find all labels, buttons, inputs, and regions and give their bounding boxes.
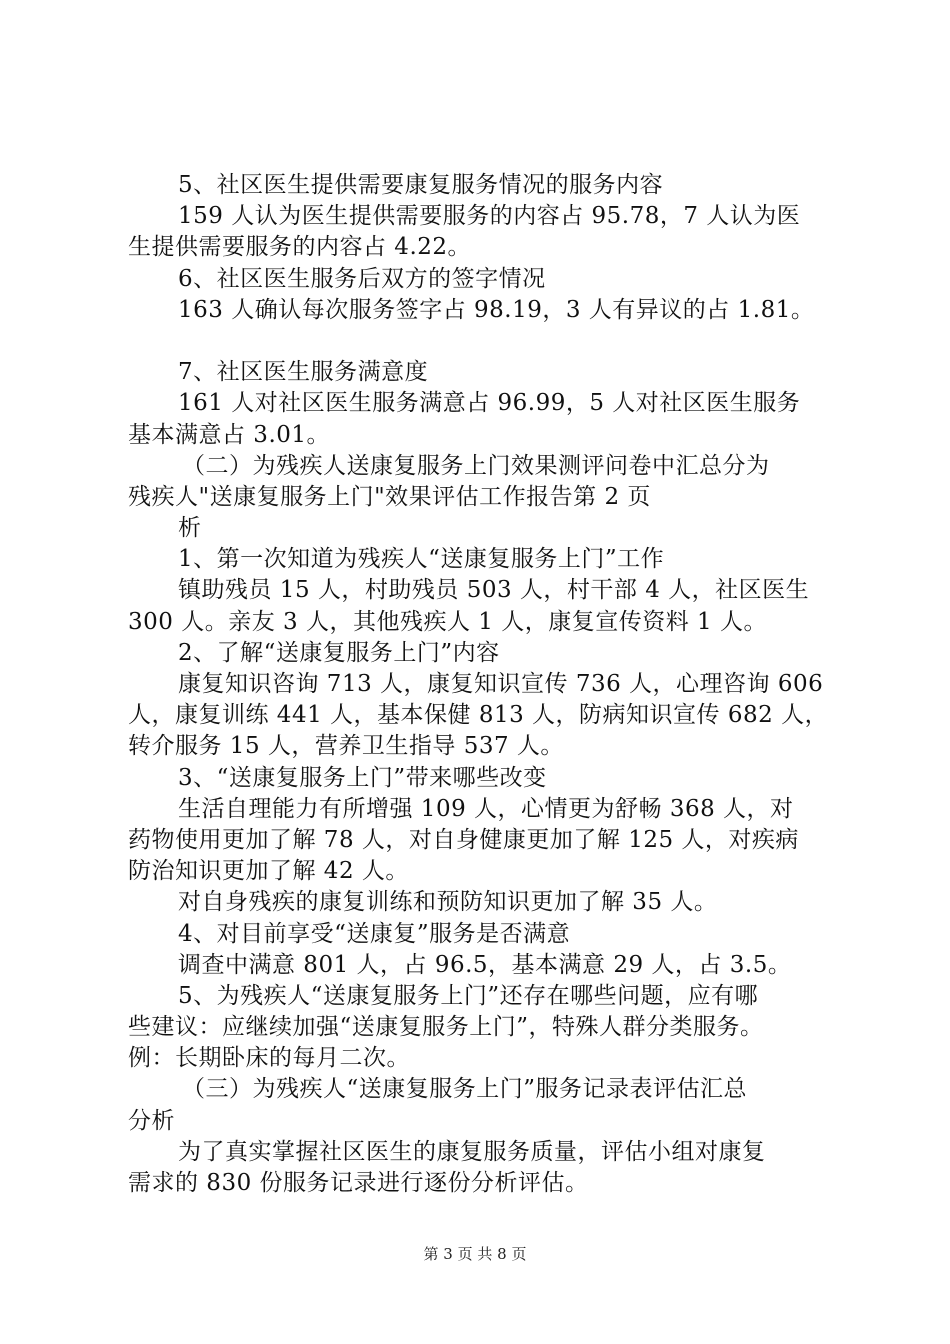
paragraph-line: 300 人。亲友 3 人，其他残疾人 1 人，康复宣传资料 1 人。: [128, 608, 767, 635]
paragraph-line: 镇助残员 15 人，村助残员 503 人，村干部 4 人，社区医生: [178, 577, 810, 604]
paragraph-line: 159 人认为医生提供需要服务的内容占 95.78，7 人认为医: [178, 203, 801, 230]
paragraph-line: 为了真实掌握社区医生的康复服务质量，评估小组对康复: [178, 1138, 766, 1165]
section-heading-2: （二）为残疾人送康复服务上门效果测评问卷中汇总分为: [182, 452, 770, 479]
item-heading-3: 3、“送康复服务上门”带来哪些改变: [178, 764, 547, 791]
section-heading-5: 5、社区医生提供需要康复服务情况的服务内容: [178, 172, 664, 198]
paragraph-line: 需求的 830 份服务记录进行逐份分析评估。: [128, 1170, 589, 1196]
item-heading-1: 1、第一次知道为残疾人“送康复服务上门”工作: [178, 546, 665, 573]
paragraph-line: 析: [178, 515, 202, 542]
paragraph-line: 分析: [128, 1107, 175, 1134]
section-heading-3: （三）为残疾人“送康复服务上门”服务记录表评估汇总: [182, 1076, 748, 1103]
paragraph-line: 生活自理能力有所增强 109 人，心情更为舒畅 368 人，对: [178, 795, 794, 822]
section-heading-7: 7、社区医生服务满意度: [178, 359, 429, 386]
section-heading-6: 6、社区医生服务后双方的签字情况: [178, 265, 546, 292]
blank-line: [128, 326, 840, 357]
paragraph-line: 残疾人"送康复服务上门"效果评估工作报告第 2 页: [128, 483, 651, 510]
paragraph-line: 基本满意占 3.01。: [128, 421, 331, 448]
page-footer: 第 3 页 共 8 页: [423, 1245, 527, 1263]
paragraph-line: 对自身残疾的康复训练和预防知识更加了解 35 人。: [178, 889, 718, 916]
paragraph-line: 药物使用更加了解 78 人，对自身健康更加了解 125 人，对疾病: [128, 826, 799, 853]
item-heading-4: 4、对目前享受“送康复”服务是否满意: [178, 920, 571, 947]
paragraph-line: 防治知识更加了解 42 人。: [128, 858, 409, 885]
paragraph-line: 人，康复训练 441 人，基本保健 813 人，防病知识宣传 682 人，: [128, 702, 829, 729]
paragraph-line: 例：长期卧床的每月二次。: [128, 1045, 410, 1072]
item-heading-5: 5、为残疾人“送康复服务上门”还存在哪些问题，应有哪: [178, 982, 759, 1009]
paragraph-line: 161 人对社区医生服务满意占 96.99，5 人对社区医生服务: [178, 390, 801, 417]
paragraph-line: 163 人确认每次服务签字占 98.19，3 人有异议的占 1.81。: [178, 296, 815, 323]
paragraph-line: 调查中满意 801 人，占 96.5，基本满意 29 人，占 3.5。: [178, 951, 792, 978]
paragraph-line: 康复知识咨询 713 人，康复知识宣传 736 人，心理咨询 606: [178, 671, 824, 697]
item-heading-2: 2、了解“送康复服务上门”内容: [178, 639, 500, 666]
paragraph-line: 些建议：应继续加强“送康复服务上门”，特殊人群分类服务。: [128, 1014, 764, 1041]
paragraph-line: 转介服务 15 人，营养卫生指导 537 人。: [128, 733, 564, 760]
document-body: [128, 170, 840, 1199]
paragraph-line: 生提供需要服务的内容占 4.22。: [128, 234, 472, 261]
